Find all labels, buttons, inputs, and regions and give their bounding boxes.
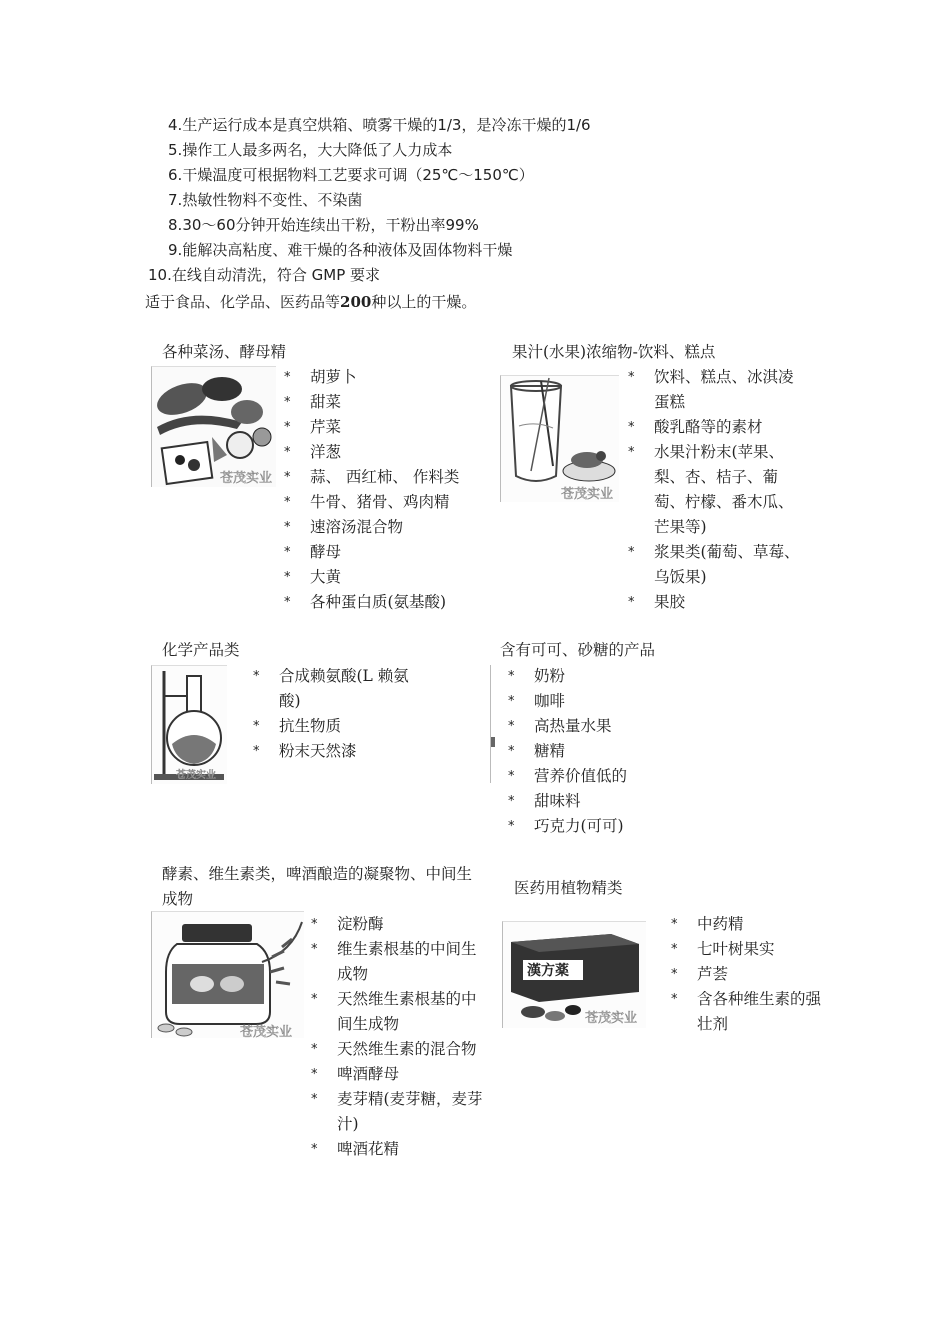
list-item: * 高热量水果 [508,717,612,735]
watermark-text: 苍茂实业 [220,471,273,486]
list-item: * 含各种维生素的强壮剂 [671,990,822,1033]
herbal-item-list [671,912,831,1037]
list-item: * 糖精 [508,742,566,760]
feature-text: 在线自动清洗，符合 GMP 要求 [171,266,381,284]
list-item: * 洋葱 [284,443,342,461]
list-item: * 奶粉 [508,667,566,685]
watermark-text: 苍茂实业 [176,770,216,781]
juice-glass-image [500,375,619,502]
list-item: * 速溶汤混合物 [284,518,404,536]
category-title-enzymes: 酵素、维生素类，啤酒酿造的凝聚物、中间生成物 [162,865,473,908]
list-item: * 水果汁粉末(苹果、梨、杏、桔子、葡萄、柠檬、番木瓜、芒果等) [628,443,794,536]
list-item: * 合成赖氨酸(L 赖氨酸) [253,667,409,710]
list-item: * 各种蛋白质(氨基酸) [284,593,447,611]
list-item: * 天然维生素的混合物 [311,1040,477,1058]
herbal-box-image [502,921,646,1028]
feature-number: 7. [168,191,183,209]
feature-text: 生产运行成本是真空烘箱、喷雾干燥的1/3，是冷冻干燥的1/6 [182,116,591,134]
herbal-box-label: 漢方薬 [527,963,569,979]
intro-count: 200 [340,293,372,311]
feature-number: 10. [148,266,172,284]
list-item: * 巧克力(可可) [508,817,624,835]
feature-number: 4. [168,116,183,134]
list-item: * 营养价值低的 [508,767,628,785]
feature-item [148,263,380,288]
list-item: * 天然维生素根基的中间生成物 [311,990,477,1033]
category-title-chemicals: 化学产品类 [162,641,240,659]
list-item: * 啤酒花精 [311,1140,400,1158]
juice-item-list [628,365,808,615]
feature-text: 操作工人最多两名，大大降低了人力成本 [182,141,453,159]
feature-item [168,238,512,263]
list-item: * 浆果类(葡萄、草莓、乌饭果) [628,543,800,586]
cocoa-item-list [508,664,688,839]
feature-item [168,213,479,238]
list-item: * 啤酒酵母 [311,1065,400,1083]
list-item: * 麦芽精(麦芽糖，麦芽汁) [311,1090,483,1133]
list-item: * 芹菜 [284,418,342,436]
feature-number: 9. [168,241,183,259]
feature-text: 能解决高粘度、难干燥的各种液体及固体物料干燥 [182,241,513,259]
flask-image [151,665,227,784]
list-item: * 大黄 [284,568,342,586]
list-item: * 甜菜 [284,393,342,411]
feature-item [168,188,362,213]
list-item: * 芦荟 [671,965,729,983]
feature-number: 5. [168,141,183,159]
list-item: * 胡萝卜 [284,368,357,386]
watermark-text: 苍茂实业 [561,487,614,502]
soup-item-list [284,365,484,615]
list-item: * 抗生物质 [253,717,342,735]
category-title-cocoa: 含有可可、砂糖的产品 [500,641,656,659]
list-item: * 牛骨、猪骨、鸡肉精 [284,493,450,511]
list-item: * 酸乳酪等的素材 [628,418,763,436]
list-item: * 蒜、 西红柿、 作料类 [284,468,460,486]
list-item: * 粉末天然漆 [253,742,357,760]
enzymes-item-list [311,912,491,1162]
category-title-juice: 果汁(水果)浓缩物-饮料、糕点 [512,343,716,361]
chemicals-item-list [253,664,428,764]
feature-text: 热敏性物料不变性、不染菌 [182,191,363,209]
list-item: * 维生素根基的中间生成物 [311,940,477,983]
feature-text: 干燥温度可根据物料工艺要求可调（25℃～150℃） [182,166,534,184]
feature-item [168,138,452,163]
feature-item [168,163,534,188]
feature-number: 8. [168,216,183,234]
list-item: * 七叶树果实 [671,940,775,958]
category-title-herbal: 医药用植物精类 [514,879,623,897]
list-item: * 淀粉酶 [311,915,384,933]
category-title-soups: 各种菜汤、酵母精 [162,343,287,361]
list-item: * 酵母 [284,543,342,561]
list-item: * 咖啡 [508,692,566,710]
watermark-text: 苍茂实业 [240,1025,293,1038]
list-item: * 饮料、糕点、冰淇凌蛋糕 [628,368,794,411]
feature-text: 30～60分钟开始连续出干粉，干粉出率99% [182,216,479,234]
intro-paragraph: 适于食品、化学品、医药品等200种以上的干燥。 [145,293,477,311]
list-item: * 果胶 [628,593,686,611]
vegetables-image [151,366,276,487]
watermark-text: 苍茂实业 [585,1011,638,1026]
vitamin-jar-image [151,911,304,1038]
cocoa-image-placeholder [490,665,495,783]
list-item: * 甜味料 [508,792,581,810]
feature-number: 6. [168,166,183,184]
feature-item [168,113,591,138]
list-item: * 中药精 [671,915,744,933]
